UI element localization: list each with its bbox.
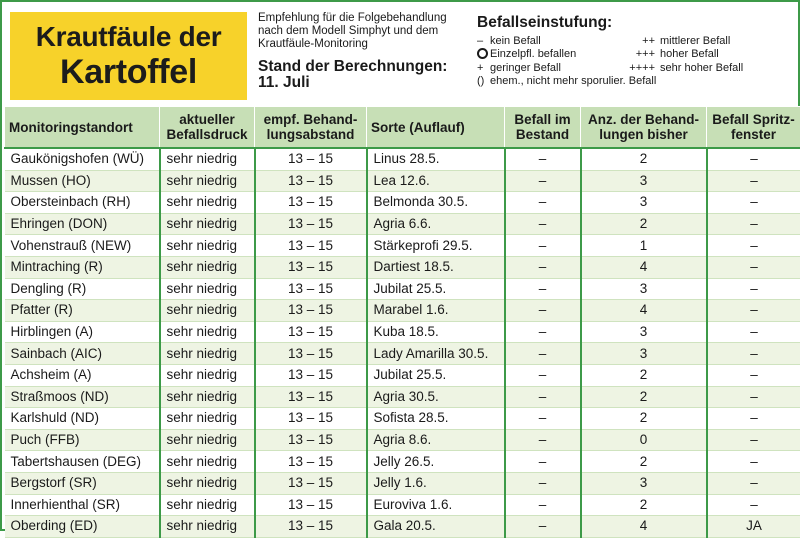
cell-variety: Agria 6.6.	[367, 213, 505, 235]
cell-window: –	[707, 148, 800, 170]
cell-interval: 13 – 15	[255, 148, 367, 170]
cell-window: –	[707, 235, 800, 257]
cell-pressure: sehr niedrig	[160, 429, 255, 451]
table-row	[5, 192, 800, 214]
cell-window: –	[707, 213, 800, 235]
header-interval: empf. Behand-lungsabstand	[255, 107, 367, 149]
header-site: Monitoringstandort	[5, 107, 160, 149]
cell-site: Karlshuld (ND)	[5, 408, 160, 430]
table-row	[5, 429, 800, 451]
cell-treatments: 3	[581, 170, 707, 192]
cell-infestation: –	[505, 472, 581, 494]
table-row	[5, 472, 800, 494]
cell-pressure: sehr niedrig	[160, 408, 255, 430]
table-row	[5, 235, 800, 257]
cell-interval: 13 – 15	[255, 386, 367, 408]
legend-item-very-high	[619, 62, 789, 75]
cell-treatments: 3	[581, 321, 707, 343]
cell-pressure: sehr niedrig	[160, 256, 255, 278]
cell-window: –	[707, 364, 800, 386]
cell-variety: Euroviva 1.6.	[367, 494, 505, 516]
table-body	[5, 148, 800, 537]
cell-interval: 13 – 15	[255, 300, 367, 322]
cell-pressure: sehr niedrig	[160, 494, 255, 516]
cell-site: Dengling (R)	[5, 278, 160, 300]
cell-variety: Lady Amarilla 30.5.	[367, 343, 505, 365]
monitoring-table	[4, 106, 800, 538]
cell-interval: 13 – 15	[255, 278, 367, 300]
cell-window: –	[707, 472, 800, 494]
cell-pressure: sehr niedrig	[160, 516, 255, 538]
cell-treatments: 4	[581, 300, 707, 322]
cell-variety: Lea 12.6.	[367, 170, 505, 192]
cell-pressure: sehr niedrig	[160, 213, 255, 235]
cell-variety: Jelly 1.6.	[367, 472, 505, 494]
legend-grid	[477, 35, 797, 88]
cell-window: –	[707, 321, 800, 343]
cell-interval: 13 – 15	[255, 321, 367, 343]
info-line: Empfehlung für die Folgebehandlung	[258, 12, 458, 25]
cell-window: –	[707, 300, 800, 322]
cell-infestation: –	[505, 235, 581, 257]
cell-interval: 13 – 15	[255, 451, 367, 473]
cell-variety: Sofista 28.5.	[367, 408, 505, 430]
legend-item-former	[477, 75, 789, 88]
title-line-1: Krautfäule der	[36, 21, 222, 53]
cell-window: –	[707, 170, 800, 192]
cell-treatments: 3	[581, 192, 707, 214]
cell-interval: 13 – 15	[255, 494, 367, 516]
cell-pressure: sehr niedrig	[160, 321, 255, 343]
cell-infestation: –	[505, 386, 581, 408]
cell-pressure: sehr niedrig	[160, 170, 255, 192]
cell-treatments: 1	[581, 235, 707, 257]
table-row	[5, 278, 800, 300]
legend-label: sehr hoher Befall	[660, 62, 743, 75]
legend-label: mittlerer Befall	[660, 35, 730, 48]
cell-variety: Linus 28.5.	[367, 148, 505, 170]
table-row	[5, 148, 800, 170]
cell-variety: Stärkeprofi 29.5.	[367, 235, 505, 257]
cell-interval: 13 – 15	[255, 516, 367, 538]
cell-interval: 13 – 15	[255, 408, 367, 430]
cell-site: Tabertshausen (DEG)	[5, 451, 160, 473]
cell-infestation: –	[505, 364, 581, 386]
cell-window: JA	[707, 516, 800, 538]
cell-treatments: 3	[581, 343, 707, 365]
cell-pressure: sehr niedrig	[160, 300, 255, 322]
cell-infestation: –	[505, 516, 581, 538]
cell-variety: Jubilat 25.5.	[367, 364, 505, 386]
legend-symbol: ++	[619, 35, 655, 48]
cell-variety: Jubilat 25.5.	[367, 278, 505, 300]
cell-pressure: sehr niedrig	[160, 451, 255, 473]
cell-site: Obersteinbach (RH)	[5, 192, 160, 214]
legend-symbol: ()	[477, 75, 490, 88]
cell-infestation: –	[505, 494, 581, 516]
cell-pressure: sehr niedrig	[160, 386, 255, 408]
cell-interval: 13 – 15	[255, 429, 367, 451]
cell-treatments: 2	[581, 364, 707, 386]
cell-variety: Jelly 26.5.	[367, 451, 505, 473]
cell-infestation: –	[505, 148, 581, 170]
header-pressure: aktueller Befallsdruck	[160, 107, 255, 149]
cell-pressure: sehr niedrig	[160, 148, 255, 170]
cell-window: –	[707, 494, 800, 516]
cell-infestation: –	[505, 256, 581, 278]
cell-interval: 13 – 15	[255, 170, 367, 192]
cell-interval: 13 – 15	[255, 364, 367, 386]
cell-infestation: –	[505, 300, 581, 322]
legend-symbol: ++++	[619, 62, 655, 75]
cell-window: –	[707, 451, 800, 473]
cell-variety: Dartiest 18.5.	[367, 256, 505, 278]
cell-window: –	[707, 386, 800, 408]
cell-interval: 13 – 15	[255, 213, 367, 235]
legend-item-high	[619, 48, 789, 62]
cell-infestation: –	[505, 213, 581, 235]
legend-symbol: +	[477, 62, 490, 75]
table-row	[5, 364, 800, 386]
cell-pressure: sehr niedrig	[160, 278, 255, 300]
cell-window: –	[707, 278, 800, 300]
cell-treatments: 4	[581, 256, 707, 278]
cell-variety: Agria 8.6.	[367, 429, 505, 451]
legend-symbol: +++	[619, 48, 655, 62]
circle-icon	[477, 48, 490, 62]
info-line: Krautfäule-Monitoring	[258, 38, 458, 51]
legend	[477, 14, 797, 88]
legend-item-medium	[619, 35, 789, 48]
header-window: Befall Spritz-fenster	[707, 107, 800, 149]
cell-treatments: 3	[581, 278, 707, 300]
cell-window: –	[707, 192, 800, 214]
table-row	[5, 494, 800, 516]
table-row	[5, 300, 800, 322]
title-box	[10, 12, 247, 100]
cell-site: Innerhienthal (SR)	[5, 494, 160, 516]
cell-variety: Marabel 1.6.	[367, 300, 505, 322]
header-variety: Sorte (Auflauf)	[367, 107, 505, 149]
cell-variety: Gala 20.5.	[367, 516, 505, 538]
cell-variety: Agria 30.5.	[367, 386, 505, 408]
table-row	[5, 343, 800, 365]
cell-interval: 13 – 15	[255, 192, 367, 214]
stand-date: 11. Juli	[258, 75, 458, 91]
cell-site: Hirblingen (A)	[5, 321, 160, 343]
cell-variety: Belmonda 30.5.	[367, 192, 505, 214]
cell-interval: 13 – 15	[255, 343, 367, 365]
cell-treatments: 2	[581, 386, 707, 408]
cell-site: Mintraching (R)	[5, 256, 160, 278]
legend-label: Einzelpfl. befallen	[490, 48, 576, 62]
table-row	[5, 213, 800, 235]
table-row	[5, 170, 800, 192]
cell-treatments: 0	[581, 429, 707, 451]
cell-site: Ehringen (DON)	[5, 213, 160, 235]
cell-treatments: 2	[581, 408, 707, 430]
legend-item-single-plants	[477, 48, 619, 62]
cell-window: –	[707, 256, 800, 278]
legend-item-low	[477, 62, 619, 75]
cell-treatments: 2	[581, 494, 707, 516]
cell-site: Sainbach (AIC)	[5, 343, 160, 365]
cell-infestation: –	[505, 343, 581, 365]
legend-title: Befallseinstufung:	[477, 14, 797, 32]
cell-interval: 13 – 15	[255, 256, 367, 278]
cell-treatments: 2	[581, 213, 707, 235]
legend-label: kein Befall	[490, 35, 541, 48]
legend-label: ehem., nicht mehr sporulier. Befall	[490, 75, 656, 88]
cell-window: –	[707, 408, 800, 430]
cell-infestation: –	[505, 278, 581, 300]
title-line-2: Kartoffel	[60, 53, 197, 91]
cell-site: Puch (FFB)	[5, 429, 160, 451]
legend-label: hoher Befall	[660, 48, 719, 62]
cell-variety: Kuba 18.5.	[367, 321, 505, 343]
table-row	[5, 321, 800, 343]
cell-interval: 13 – 15	[255, 472, 367, 494]
table-row	[5, 451, 800, 473]
info-block	[258, 12, 458, 91]
cell-window: –	[707, 429, 800, 451]
cell-infestation: –	[505, 429, 581, 451]
cell-treatments: 3	[581, 472, 707, 494]
cell-treatments: 2	[581, 148, 707, 170]
table-row	[5, 516, 800, 538]
cell-site: Oberding (ED)	[5, 516, 160, 538]
cell-infestation: –	[505, 408, 581, 430]
cell-infestation: –	[505, 451, 581, 473]
table-header-row	[5, 107, 800, 149]
cell-pressure: sehr niedrig	[160, 364, 255, 386]
cell-site: Mussen (HO)	[5, 170, 160, 192]
cell-site: Gaukönigshofen (WÜ)	[5, 148, 160, 170]
stand-label: Stand der Berechnungen:	[258, 59, 458, 75]
cell-site: Achsheim (A)	[5, 364, 160, 386]
cell-site: Pfatter (R)	[5, 300, 160, 322]
cell-pressure: sehr niedrig	[160, 192, 255, 214]
header-infestation: Befall im Bestand	[505, 107, 581, 149]
cell-site: Vohenstrauß (NEW)	[5, 235, 160, 257]
table-row	[5, 408, 800, 430]
cell-site: Bergstorf (SR)	[5, 472, 160, 494]
cell-infestation: –	[505, 192, 581, 214]
cell-treatments: 2	[581, 451, 707, 473]
cell-pressure: sehr niedrig	[160, 235, 255, 257]
header-treatments: Anz. der Behand-lungen bisher	[581, 107, 707, 149]
cell-pressure: sehr niedrig	[160, 343, 255, 365]
info-line: nach dem Modell Simphyt und dem	[258, 25, 458, 38]
legend-label: geringer Befall	[490, 62, 561, 75]
cell-window: –	[707, 343, 800, 365]
cell-infestation: –	[505, 170, 581, 192]
cell-pressure: sehr niedrig	[160, 472, 255, 494]
cell-treatments: 4	[581, 516, 707, 538]
cell-site: Straßmoos (ND)	[5, 386, 160, 408]
table-row	[5, 386, 800, 408]
table-row	[5, 256, 800, 278]
legend-item-none	[477, 35, 619, 48]
cell-interval: 13 – 15	[255, 235, 367, 257]
cell-infestation: –	[505, 321, 581, 343]
legend-symbol: –	[477, 35, 490, 48]
